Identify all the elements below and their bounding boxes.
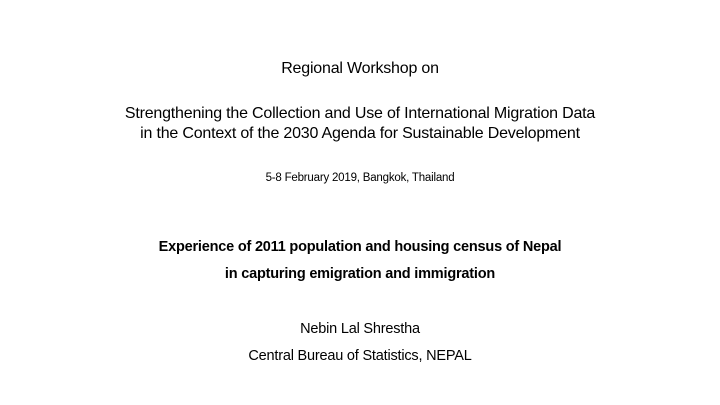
event-date-location: 5-8 February 2019, Bangkok, Thailand (265, 172, 455, 184)
workshop-title-line-1: Strengthening the Collection and Use of International Migration Data (124, 105, 596, 122)
presenter-name: Nebin Lal Shrestha (300, 321, 420, 337)
workshop-title-line-2: in the Context of the 2030 Agenda for Sustainable Development (140, 125, 580, 142)
presenter-organization: Central Bureau of Statistics, NEPAL (248, 348, 472, 364)
workshop-heading: Regional Workshop on (281, 60, 439, 77)
presentation-title-line-1: Experience of 2011 population and housing census of Nepal (158, 239, 562, 255)
presentation-title-line-2: in capturing emigration and immigration (224, 266, 496, 282)
